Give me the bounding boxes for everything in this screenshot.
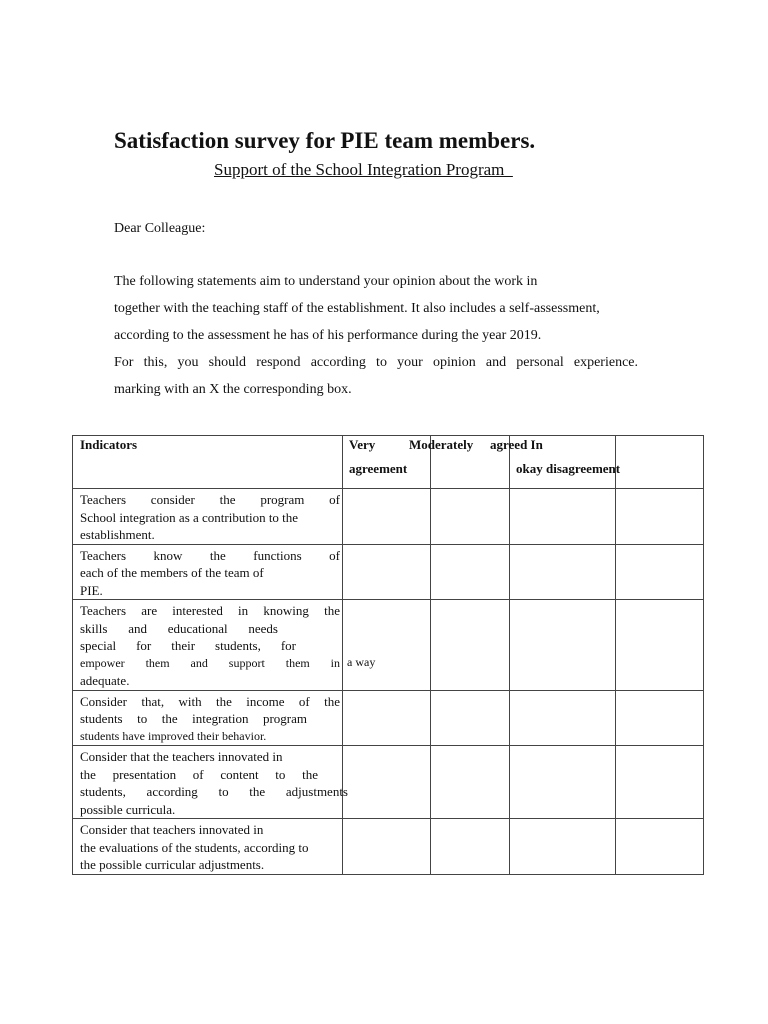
indicator-cell bbox=[73, 819, 343, 875]
table-row bbox=[73, 544, 704, 600]
indicator-line: Consider that the teachers innovated in bbox=[80, 749, 283, 764]
response-cell[interactable] bbox=[343, 489, 431, 545]
response-cell[interactable] bbox=[616, 690, 704, 746]
indicator-line: the possible curricular adjustments. bbox=[80, 857, 265, 872]
indicator-line: establishment. bbox=[80, 527, 155, 542]
response-cell[interactable] bbox=[616, 746, 704, 819]
indicator-line: the evaluations of the students, according to bbox=[80, 839, 309, 855]
header-agreed-in: agreed In bbox=[490, 437, 543, 452]
response-cell[interactable] bbox=[510, 600, 616, 691]
header-indicators-label: Indicators bbox=[80, 437, 138, 452]
indicator-line: students have improved their behavior. bbox=[80, 728, 267, 743]
table-row bbox=[73, 600, 704, 691]
indicator-line: students to the integration program bbox=[80, 711, 307, 726]
indicator-line: students, according to the adjustments bbox=[80, 784, 348, 799]
intro-line: marking with an X the corresponding box. bbox=[114, 382, 352, 397]
indicator-line: skills and educational needs bbox=[80, 620, 278, 636]
response-cell[interactable] bbox=[343, 600, 431, 691]
indicator-line: special for their students, for bbox=[80, 638, 296, 653]
response-cell[interactable] bbox=[510, 489, 616, 545]
intro-line: according to the assessment he has of his performance during the year 2019. bbox=[114, 328, 542, 343]
response-cell[interactable] bbox=[343, 746, 431, 819]
indicator-line: School integration as a contribution to the bbox=[80, 509, 299, 525]
response-cell[interactable] bbox=[510, 746, 616, 819]
intro-line: The following statements aim to understand your opinion about the work in bbox=[114, 274, 538, 289]
table-row bbox=[73, 489, 704, 545]
table-row bbox=[73, 819, 704, 875]
response-cell[interactable] bbox=[616, 819, 704, 875]
response-cell[interactable] bbox=[431, 690, 510, 746]
header-moderately: Moderately bbox=[409, 437, 474, 452]
response-cell[interactable] bbox=[431, 489, 510, 545]
indicator-line: the presentation of content to the bbox=[80, 766, 318, 782]
indicator-cell bbox=[73, 600, 376, 691]
salutation: Dear Colleague: bbox=[114, 221, 206, 236]
response-cell[interactable] bbox=[431, 600, 510, 691]
survey-subtitle: Support of the School Integration Program bbox=[214, 160, 513, 179]
intro-line: For this, you should respond according to your opinion and personal experience. bbox=[114, 355, 638, 370]
header-agreement: agreement bbox=[349, 461, 408, 476]
table-row bbox=[73, 690, 704, 746]
intro-line: together with the teaching staff of the establishment. It also includes a self-assessment, bbox=[114, 301, 600, 316]
response-cell[interactable] bbox=[510, 690, 616, 746]
indicator-line: adequate. bbox=[80, 673, 130, 688]
indicator-line: Teachers are interested in knowing the bbox=[80, 603, 340, 618]
header-very: Very bbox=[349, 437, 376, 452]
response-cell[interactable] bbox=[616, 489, 704, 545]
response-cell[interactable] bbox=[616, 544, 704, 600]
indicator-line: empower them and support them in bbox=[80, 655, 340, 670]
indicator-line: Consider that teachers innovated in bbox=[80, 822, 264, 837]
survey-title: Satisfaction survey for PIE team members. bbox=[114, 128, 536, 153]
response-cell[interactable] bbox=[510, 819, 616, 875]
response-cell[interactable] bbox=[343, 690, 431, 746]
indicator-line: possible curricula. bbox=[80, 801, 176, 817]
header-disagreement-cell bbox=[616, 436, 704, 489]
indicator-overflow-text: a way bbox=[347, 655, 376, 669]
indicator-line: Teachers consider the program of bbox=[80, 492, 340, 507]
table-row bbox=[73, 746, 704, 819]
indicator-line: Consider that, with the income of the bbox=[80, 693, 340, 709]
indicator-line: Teachers know the functions of bbox=[80, 547, 340, 563]
intro-paragraph bbox=[114, 271, 638, 406]
header-okay-disagreement: okay disagreement bbox=[516, 461, 621, 476]
header-indicators bbox=[73, 436, 343, 489]
response-cell[interactable] bbox=[510, 544, 616, 600]
indicator-cell bbox=[73, 746, 348, 819]
response-cell[interactable] bbox=[431, 819, 510, 875]
response-cell[interactable] bbox=[343, 544, 431, 600]
header-row bbox=[73, 436, 704, 489]
response-cell[interactable] bbox=[431, 544, 510, 600]
response-cell[interactable] bbox=[616, 600, 704, 691]
response-cell[interactable] bbox=[431, 746, 510, 819]
indicator-cell bbox=[73, 690, 343, 746]
indicator-line: each of the members of the team of bbox=[80, 565, 264, 580]
response-cell[interactable] bbox=[343, 819, 431, 875]
indicator-cell bbox=[73, 489, 343, 545]
indicator-cell bbox=[73, 544, 343, 600]
survey-table bbox=[72, 435, 704, 875]
indicator-line: PIE. bbox=[80, 582, 103, 598]
header-very-agreement bbox=[343, 436, 474, 489]
